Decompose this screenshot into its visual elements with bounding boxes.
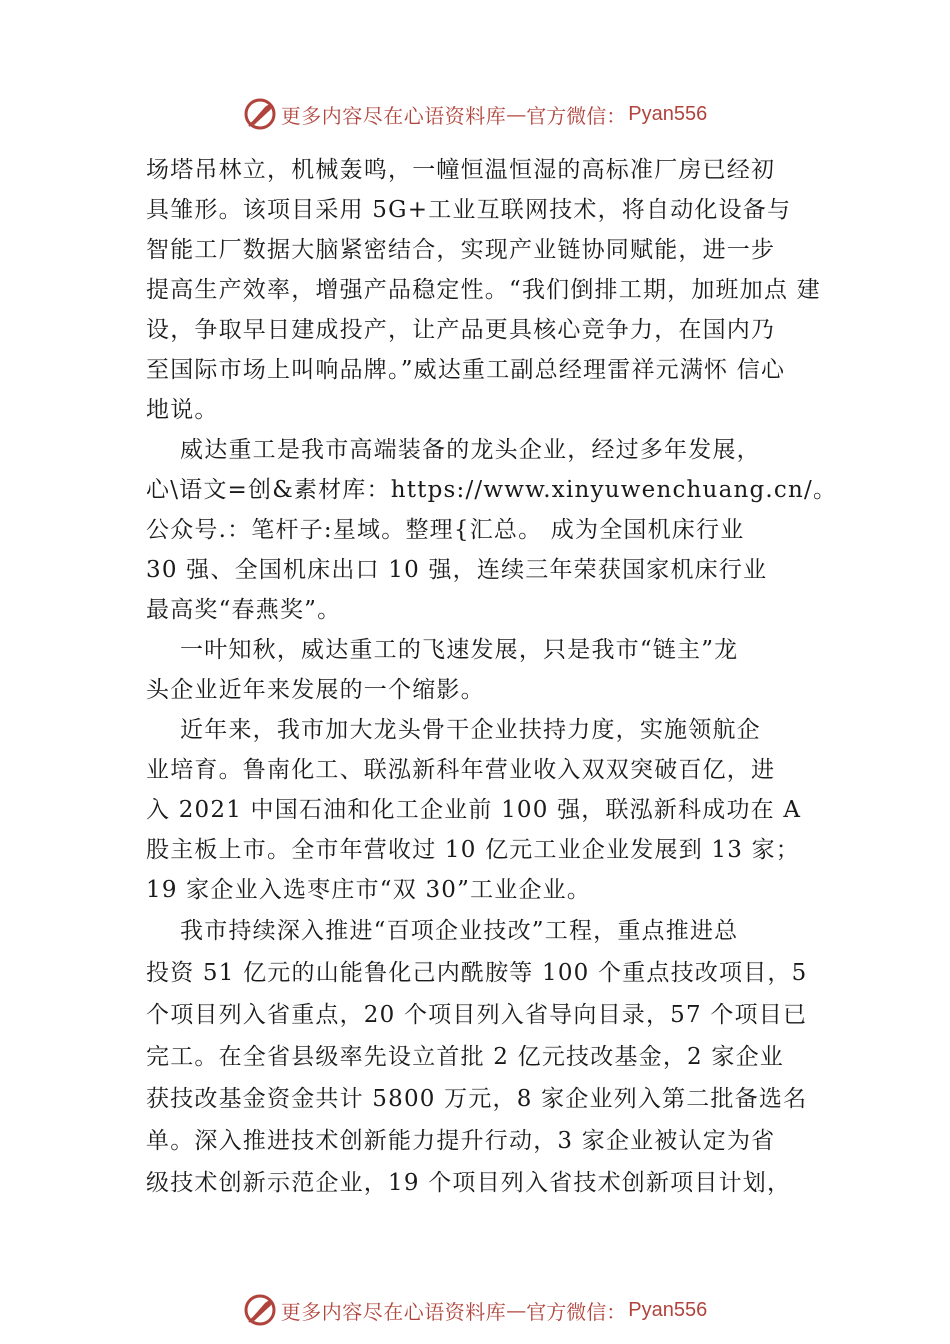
banner-separator: — — [506, 1298, 527, 1322]
text-line: 近年来，我市加大龙头骨干企业扶持力度，实施领航企 — [146, 717, 761, 743]
text-line: 业培育。鲁南化工、联泓新科年营业收入双双突破百亿，进 — [146, 757, 776, 783]
text-line: 至国际市场上叫响品牌。”威达重工副总经理雷祥元满怀 信心 — [146, 357, 786, 383]
text-line: 智能工厂数据大脑紧密结合，实现产业链协同赋能，进一步 — [146, 237, 776, 263]
text-line: 场塔吊林立，机械轰鸣，一幢恒温恒湿的高标准厂房已经初 — [146, 157, 776, 183]
paragraph — [146, 430, 838, 630]
banner-title: 更多内容尽在心语资料库 — [280, 1299, 507, 1324]
text-line: 级技术创新示范企业，19 个项目列入省技术创新项目计划， — [146, 1170, 792, 1196]
header-banner — [0, 94, 950, 134]
quill-pen-logo-icon — [243, 97, 277, 131]
paragraph — [146, 710, 826, 910]
text-line: 我市持续深入推进“百项企业技改”工程，重点推进总 — [146, 918, 739, 944]
text-line: 设，争取早日建成投产，让产品更具核心竞争力，在国内乃 — [146, 317, 776, 343]
text-line: 入 2021 中国石油和化工企业前 100 强，联泓新科成功在 A — [146, 797, 802, 823]
banner-wechat-id: Pyan556 — [628, 102, 708, 125]
text-line: 心\语文=创&素材库：https://www.xinyuwenchuang.cn/。 — [146, 477, 838, 503]
text-line: 提高生产效率，增强产品稳定性。“我们倒排工期，加班加点 建 — [146, 277, 821, 303]
banner-wechat-id: Pyan556 — [628, 1298, 708, 1321]
banner-title: 更多内容尽在心语资料库 — [280, 103, 507, 128]
text-line: 地说。 — [146, 397, 219, 423]
text-line: 19 家企业入选枣庄市“双 30”工业企业。 — [146, 877, 592, 903]
paragraph — [146, 910, 826, 1204]
banner-separator: — — [506, 102, 527, 126]
banner-wechat-label: 官方微信： — [526, 1299, 627, 1324]
footer-banner — [0, 1290, 950, 1330]
text-line: 股主板上市。全市年营收过 10 亿元工业企业发展到 13 家； — [146, 837, 800, 863]
text-line: 个项目列入省重点，20 个项目列入省导向目录，57 个项目已 — [146, 1002, 808, 1028]
banner-wechat-label: 官方微信： — [526, 103, 627, 128]
paragraph — [146, 150, 826, 430]
text-line: 投资 51 亿元的山能鲁化己内酰胺等 100 个重点技改项目，5 — [146, 960, 808, 986]
paragraph — [146, 630, 826, 710]
text-line: 头企业近年来发展的一个缩影。 — [146, 677, 485, 703]
text-line: 公众号.：笔杆子:星域。整理{汇总。 成为全国机床行业 — [146, 517, 745, 543]
text-line: 一叶知秋，威达重工的飞速发展，只是我市“链主”龙 — [146, 637, 739, 663]
text-line: 完工。在全省县级率先设立首批 2 亿元技改基金，2 家企业 — [146, 1044, 784, 1070]
text-line: 具雏形。该项目采用 5G+工业互联网技术，将自动化设备与 — [146, 197, 792, 223]
text-line: 单。深入推进技术创新能力提升行动，3 家企业被认定为省 — [146, 1128, 776, 1154]
text-line: 最高奖“春燕奖”。 — [146, 597, 342, 623]
text-line: 30 强、全国机床出口 10 强，连续三年荣获国家机床行业 — [146, 557, 768, 583]
quill-pen-logo-icon — [243, 1293, 277, 1327]
text-line: 获技改基金资金共计 5800 万元，8 家企业列入第二批备选名 — [146, 1086, 808, 1112]
text-line: 威达重工是我市高端装备的龙头企业，经过多年发展， — [146, 437, 761, 463]
document-body — [146, 150, 838, 1204]
